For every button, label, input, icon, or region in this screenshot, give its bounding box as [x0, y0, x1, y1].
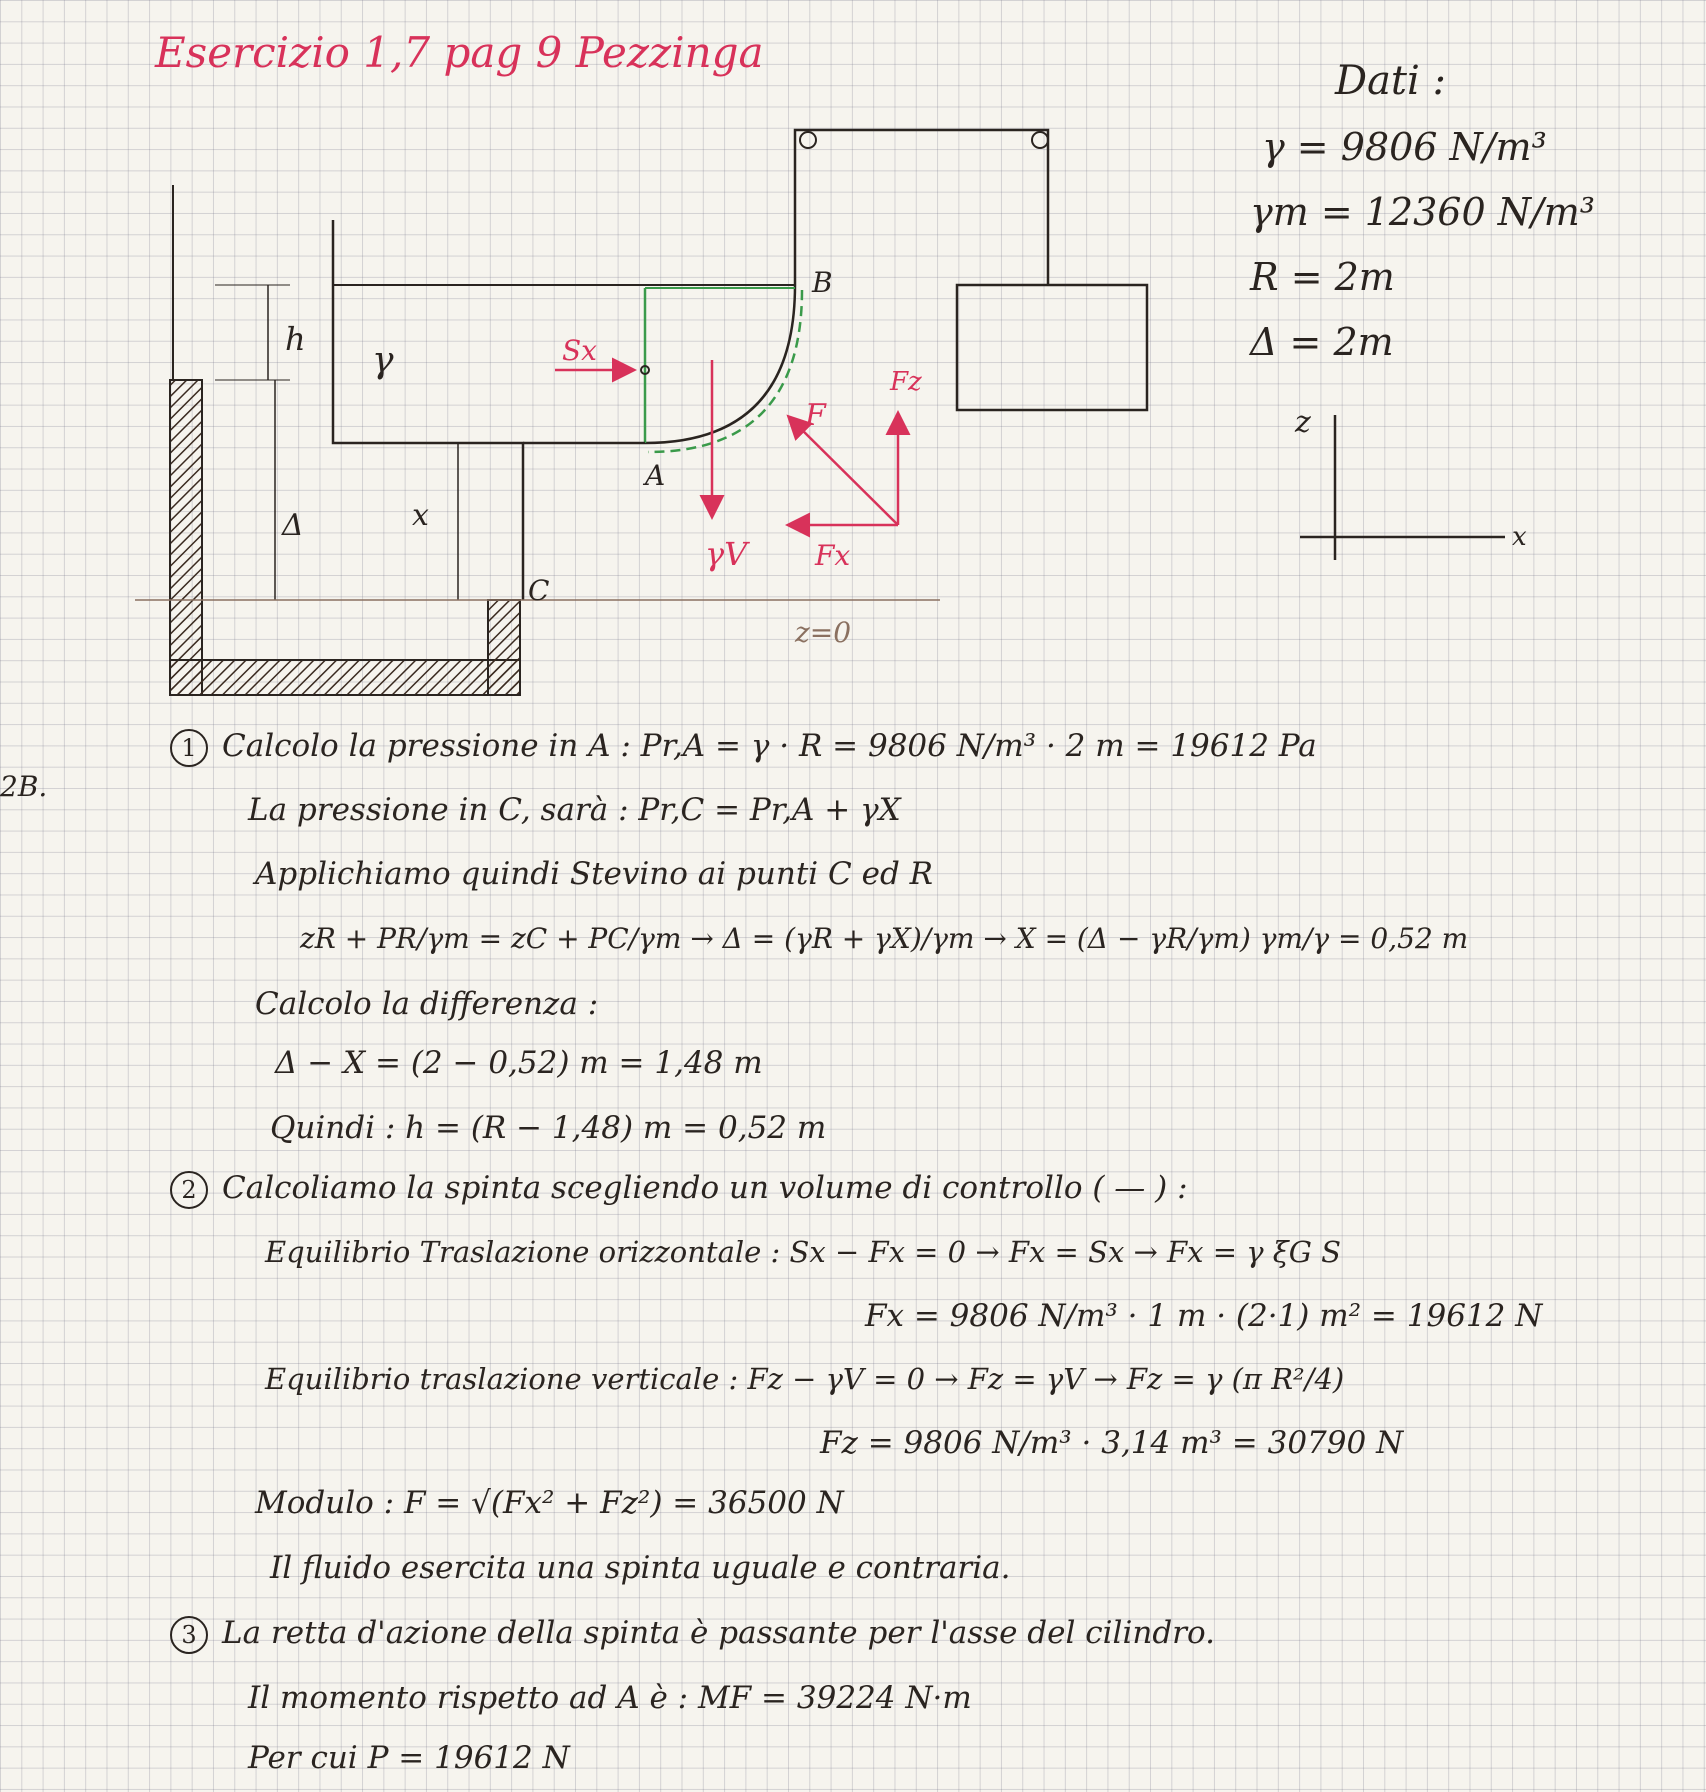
dati-item: γm = 12360 N/m³: [1250, 190, 1596, 234]
label-Sx: Sx: [562, 334, 597, 367]
step-number: 2: [170, 1171, 208, 1209]
label-z0: z=0: [795, 616, 852, 649]
label-Fx: Fx: [815, 539, 851, 572]
step-number: 3: [170, 1616, 208, 1654]
label-gammaV: γV: [705, 535, 748, 573]
step-3-line: Per cui P = 19612 N: [248, 1740, 570, 1776]
label-B: B: [812, 266, 833, 299]
dati-item: Δ = 2m: [1250, 320, 1394, 364]
step-number: 1: [170, 729, 208, 767]
label-axis-z: z: [1295, 405, 1311, 440]
step-1-line: zR + PR/γm = zC + PC/γm → Δ = (γR + γX)/γm → X = (Δ − γR/γm) γm/γ = 0,52 m: [300, 922, 1469, 955]
margin-note: 2B.: [0, 770, 48, 803]
label-x: x: [412, 498, 429, 533]
wall-hatch-bottom: [170, 660, 520, 695]
label-gamma: γ: [372, 340, 394, 381]
label-Fz: Fz: [890, 367, 922, 397]
step-2-line: Equilibrio traslazione verticale : Fz − γV = 0 → Fz = γV → Fz = γ (π R²/4): [265, 1362, 1345, 1396]
label-axis-x: x: [1512, 522, 1527, 552]
step-3-line: 3 La retta d'azione della spinta è passante per l'asse del cilindro.: [170, 1615, 1215, 1654]
dati-item: γ = 9806 N/m³: [1262, 125, 1547, 169]
step-1-line: 1 Calcolo la pressione in A : Pr,A = γ · R = 9806 N/m³ · 2 m = 19612 Pa: [170, 728, 1317, 767]
step-1-line: Applichiamo quindi Stevino ai punti C ed R: [255, 856, 934, 892]
step-2-line: Equilibrio Traslazione orizzontale : Sx − Fx = 0 → Fx = Sx → Fx = γ ξG S: [265, 1235, 1342, 1269]
step-1-line: Calcolo la differenza :: [255, 986, 599, 1022]
step-1-line: Δ − X = (2 − 0,52) m = 1,48 m: [275, 1045, 763, 1081]
step-1-line: Quindi : h = (R − 1,48) m = 0,52 m: [270, 1110, 827, 1146]
label-C: C: [528, 574, 550, 607]
gate-curve: [645, 285, 795, 443]
label-delta: Δ: [282, 508, 304, 543]
hydraulics-diagram: [0, 0, 1706, 720]
step-3-line: Il momento rispetto ad A è : MF = 39224 N·m: [248, 1680, 972, 1716]
dati-heading: Dati :: [1335, 58, 1446, 104]
wall-hatch-left: [170, 380, 202, 695]
step-2-line: Modulo : F = √(Fx² + Fz²) = 36500 N: [255, 1485, 844, 1521]
step-2-line: Fz = 9806 N/m³ · 3,14 m³ = 30790 N: [820, 1425, 1404, 1461]
step-2-line: Fx = 9806 N/m³ · 1 m · (2·1) m² = 19612 N: [865, 1298, 1543, 1334]
label-A: A: [645, 459, 666, 492]
step-1-line: La pressione in C, sarà : Pr,C = Pr,A + γX: [248, 792, 901, 828]
wall-hatch-right: [488, 600, 520, 695]
page-title: Esercizio 1,7 pag 9 Pezzinga: [155, 28, 764, 77]
tank-outline: [333, 220, 523, 600]
label-F: F: [805, 398, 826, 433]
counterweight-box: [957, 285, 1147, 410]
label-h: h: [285, 320, 306, 358]
step-2-line: 2 Calcoliamo la spinta scegliendo un volume di controllo ( — ) :: [170, 1170, 1188, 1209]
dati-item: R = 2m: [1250, 255, 1395, 299]
step-2-line: Il fluido esercita una spinta uguale e contraria.: [270, 1550, 1011, 1586]
